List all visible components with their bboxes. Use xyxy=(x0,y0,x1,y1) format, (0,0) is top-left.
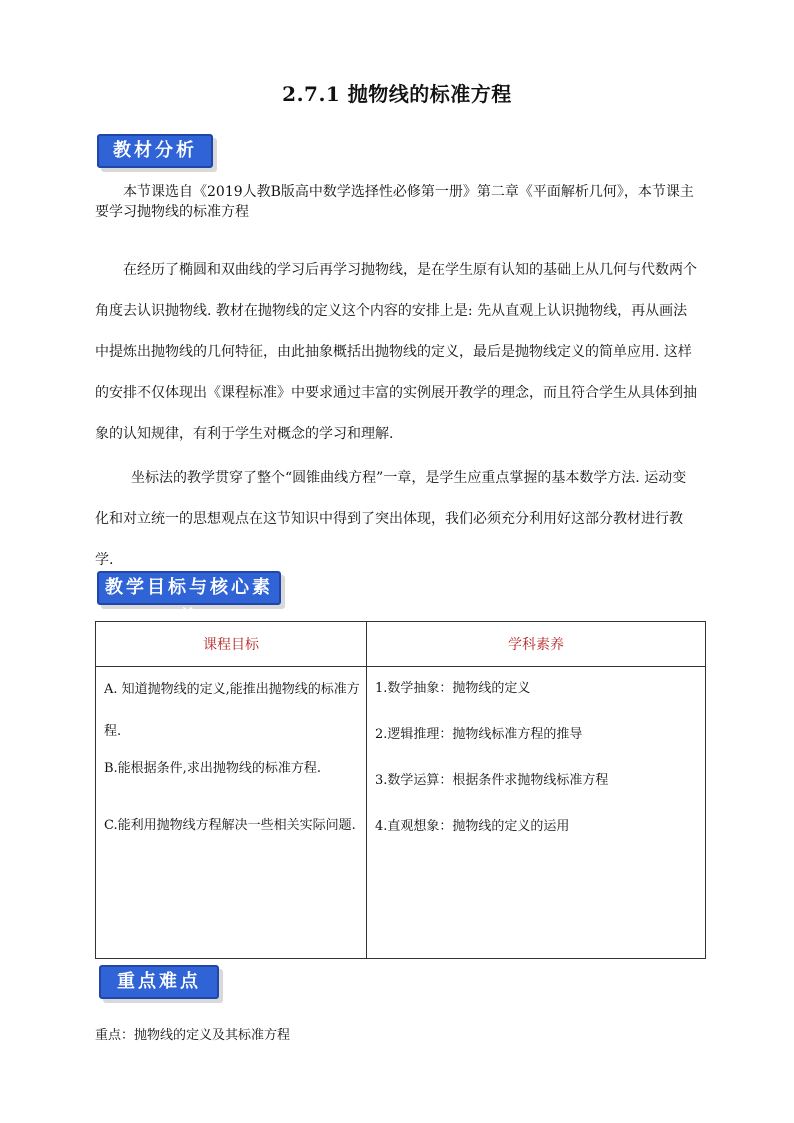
paragraph-source: 本节课选自《2019人教B版高中数学选择性必修第一册》第二章《平面解析几何》，本节课主要学习抛物线的标准方程 xyxy=(95,184,694,220)
goal-item: C.能利用抛物线方程解决一些相关实际问题. xyxy=(104,818,356,833)
section-badge-goals: 教学目标与核心素养 xyxy=(97,571,281,605)
page-title: 2.7.1 抛物线的标准方程 xyxy=(282,82,512,106)
key-point-text: 重点：抛物线的定义及其标准方程 xyxy=(95,1028,291,1043)
paragraph-rationale: 在经历了椭圆和双曲线的学习后再学习抛物线，是在学生原有认知的基础上从几何与代数两个角度去认识抛物线. 教材在抛物线的定义这个内容的安排上是: 先从直观上认识抛物线，再从画法中提炼出抛物线的几何特征，由此抽象概括出抛物线的定义，最后是抛物线定义的简单应用. 这样的安排不仅体现出《课程标准》中要求通过丰富的实例展开教学的理念，而且符合学生从具体到抽象的认知规律，有利于学生对概念的学习和理解. xyxy=(95,262,697,442)
table-header-literacy: 学科素养 xyxy=(367,622,706,667)
course-goals-cell xyxy=(96,667,367,959)
goal-item: B.能根据条件,求出抛物线的标准方程. xyxy=(104,761,321,776)
literacy-item: 3.数学运算：根据条件求抛物线标准方程 xyxy=(375,773,609,788)
table-header-course-goals: 课程目标 xyxy=(96,622,367,667)
section-badge-key-points: 重点难点 xyxy=(99,965,219,999)
literacy-item: 1.数学抽象：抛物线的定义 xyxy=(375,681,531,696)
paragraph-coordinate-method: 坐标法的教学贯穿了整个“圆锥曲线方程”一章，是学生应重点掌握的基本数学方法. 运动变化和对立统一的思想观点在这节知识中得到了突出体现，我们必须充分利用好这部分教材进行教学. xyxy=(95,470,687,568)
literacy-item: 2.逻辑推理：抛物线标准方程的推导 xyxy=(375,727,583,742)
goals-table xyxy=(95,621,706,959)
goal-item: A. 知道抛物线的定义,能推出抛物线的标准方程. xyxy=(104,682,360,739)
section-badge-analysis: 教材分析 xyxy=(97,134,213,168)
literacy-item: 4.直观想象：抛物线的定义的运用 xyxy=(375,819,570,834)
literacy-cell xyxy=(367,667,706,959)
